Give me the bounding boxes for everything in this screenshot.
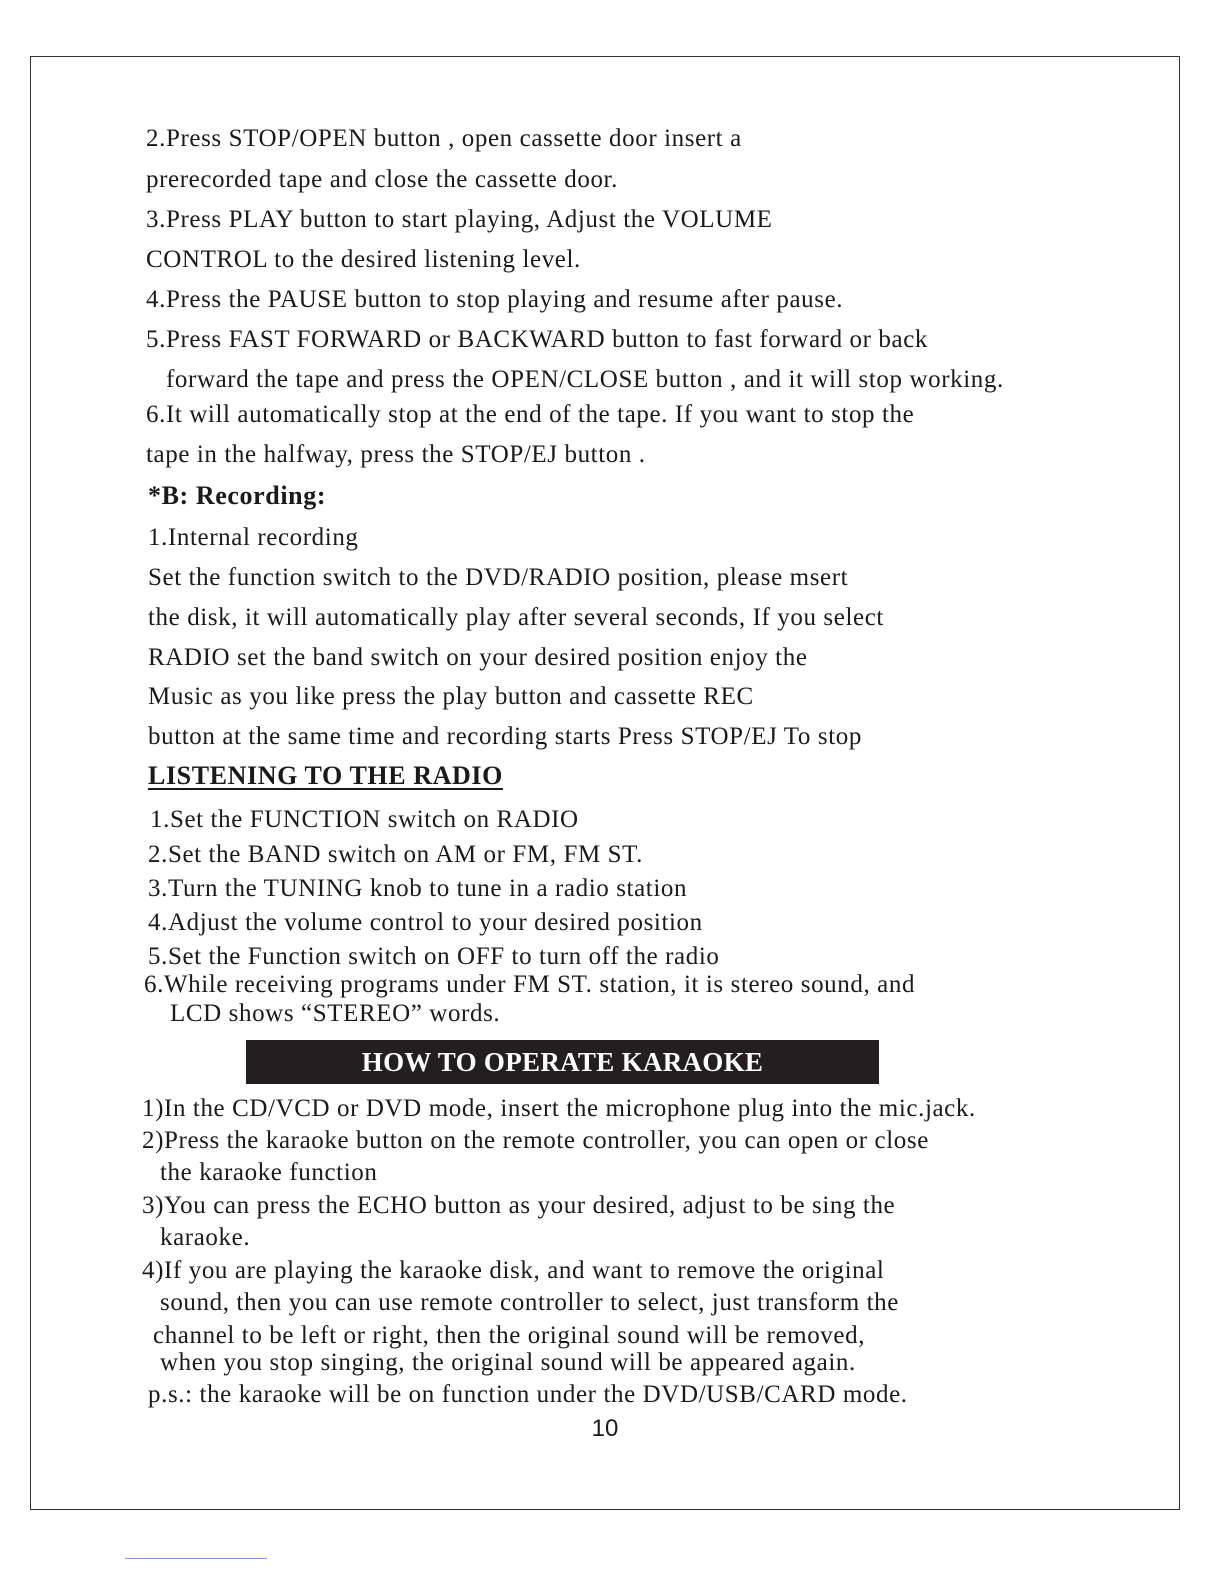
text-line: Set the function switch to the DVD/RADIO position, please msert xyxy=(148,564,849,591)
text-line: prerecorded tape and close the cassette door. xyxy=(146,166,618,193)
text-line: 5.Press FAST FORWARD or BACKWARD button to fast forward or back xyxy=(146,326,928,353)
karaoke-banner: HOW TO OPERATE KARAOKE xyxy=(246,1040,879,1084)
footer-rule xyxy=(125,1558,267,1559)
text-line: 3.Turn the TUNING knob to tune in a radio station xyxy=(148,875,688,902)
text-line: 4)If you are playing the karaoke disk, and want to remove the original xyxy=(142,1257,885,1284)
text-line: 2.Set the BAND switch on AM or FM, FM ST. xyxy=(148,841,644,868)
text-line: 6.While receiving programs under FM ST. station, it is stereo sound, and xyxy=(144,971,916,998)
text-line: CONTROL to the desired listening level. xyxy=(146,246,581,273)
text-line: when you stop singing, the original sound will be appeared again. xyxy=(160,1349,856,1376)
text-line: 4.Press the PAUSE button to stop playing and resume after pause. xyxy=(146,286,844,313)
text-line: forward the tape and press the OPEN/CLOSE button , and it will stop working. xyxy=(166,366,1004,393)
text-line: 2.Press STOP/OPEN button , open cassette door insert a xyxy=(146,125,742,152)
recording-heading: *B: Recording: xyxy=(148,481,327,510)
text-line: 2)Press the karaoke button on the remote controller, you can open or close xyxy=(142,1127,929,1154)
text-line: the disk, it will automatically play after several seconds, If you select xyxy=(148,604,884,631)
text-line: the karaoke function xyxy=(160,1159,378,1186)
radio-heading: LISTENING TO THE RADIO xyxy=(148,761,503,790)
text-line: 1)In the CD/VCD or DVD mode, insert the microphone plug into the mic.jack. xyxy=(142,1095,976,1122)
text-line: Music as you like press the play button and cassette REC xyxy=(148,683,754,710)
text-line: sound, then you can use remote controller to select, just transform the xyxy=(160,1289,899,1316)
text-line: LCD shows “STEREO” words. xyxy=(170,1000,501,1027)
text-line: RADIO set the band switch on your desired position enjoy the xyxy=(148,644,808,671)
text-line: 3.Press PLAY button to start playing, Adjust the VOLUME xyxy=(146,206,773,233)
text-line: 4.Adjust the volume control to your desired position xyxy=(148,909,703,936)
text-line: 3)You can press the ECHO button as your desired, adjust to be sing the xyxy=(142,1192,896,1219)
text-line: 5.Set the Function switch on OFF to turn off the radio xyxy=(148,943,720,970)
page-number: 10 xyxy=(591,1415,619,1442)
text-line: channel to be left or right, then the original sound will be removed, xyxy=(153,1322,866,1349)
text-line: 1.Internal recording xyxy=(148,524,359,551)
text-line: karaoke. xyxy=(160,1224,251,1251)
text-line: p.s.: the karaoke will be on function under the DVD/USB/CARD mode. xyxy=(148,1381,908,1408)
text-line: tape in the halfway, press the STOP/EJ button . xyxy=(146,441,646,468)
text-line: 1.Set the FUNCTION switch on RADIO xyxy=(150,806,579,833)
text-line: button at the same time and recording starts Press STOP/EJ To stop xyxy=(148,723,862,750)
text-line: 6.It will automatically stop at the end of the tape. If you want to stop the xyxy=(146,401,915,428)
